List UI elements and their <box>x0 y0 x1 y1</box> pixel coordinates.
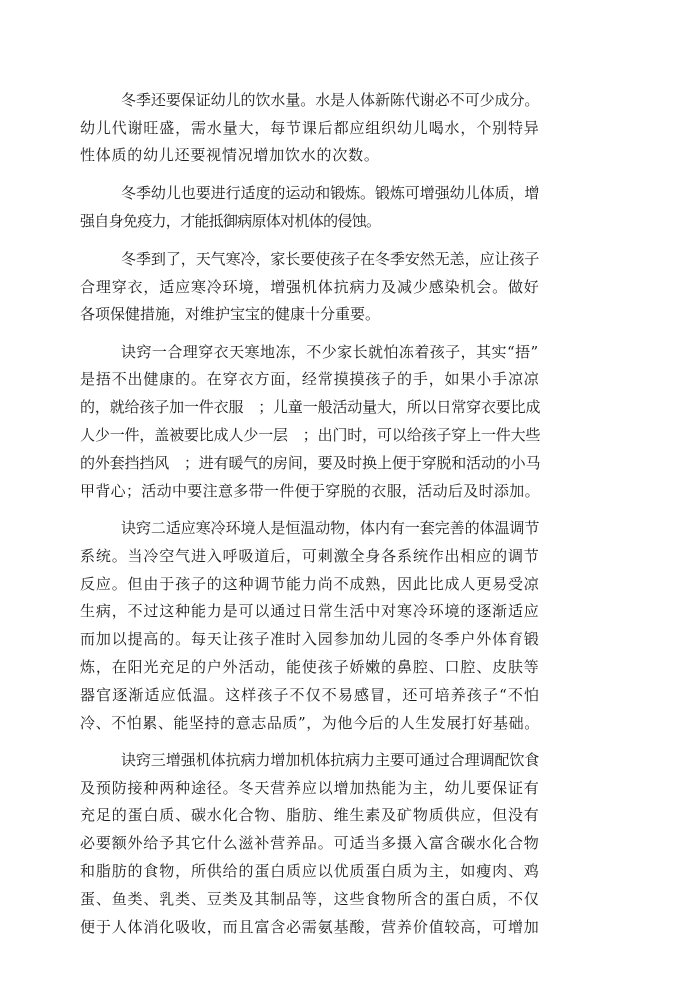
paragraph-line: 炼，在阳光充足的户外活动，能使孩子娇嫩的鼻腔、口腔、皮肤等 <box>80 658 540 676</box>
paragraph-line: 冬季幼儿也要进行适度的运动和锻炼。锻炼可增强幼儿体质，增 <box>121 184 540 202</box>
paragraph-line: 必要额外给予其它什么滋补营养品。可适当多摄入富含碳水化合物 <box>80 834 540 852</box>
paragraph-line: 冷、不怕累、能坚持的意志品质”，为他今后的人生发展打好基础。 <box>80 714 540 732</box>
paragraph-line: 的外套挡挡风 ；进有暖气的房间，要及时换上便于穿脱和活动的小马 <box>80 454 541 472</box>
paragraph-line: 各项保健措施，对维护宝宝的健康十分重要。 <box>80 305 381 323</box>
paragraph-line: 诀窍一合理穿衣天寒地冻，不少家长就怕冻着孩子，其实“捂” <box>121 343 539 361</box>
paragraph-line: 合理穿衣，适应寒冷环境，增强机体抗病力及减少感染机会。做好 <box>80 278 540 296</box>
paragraph-line: 充足的蛋白质、碳水化合物、脂肪、维生素及矿物质供应，但没有 <box>80 806 540 824</box>
paragraph-line: 幼儿代谢旺盛，需水量大，每节课后都应组织幼儿喝水，个别特异 <box>80 119 540 137</box>
paragraph-line: 冬季到了，天气寒冷，家长要使孩子在冬季安然无恙，应让孩子 <box>121 250 540 268</box>
paragraph-line: 强自身免疫力，才能抵御病原体对机体的侵蚀。 <box>80 212 381 230</box>
paragraph-line: 和脂肪的食物，所供给的蛋白质应以优质蛋白质为主，如瘦肉、鸡 <box>80 862 540 880</box>
paragraph-line: 而加以提高的。每天让孩子准时入园参加幼儿园的冬季户外体育锻 <box>80 630 540 648</box>
paragraph-line: 诀窍二适应寒冷环境人是恒温动物，体内有一套完善的体温调节 <box>121 519 540 537</box>
paragraph-line: 反应。但由于孩子的这种调节能力尚不成熟，因此比成人更易受凉 <box>80 575 540 593</box>
paragraph-line: 性体质的幼儿还要视情况增加饮水的次数。 <box>80 146 380 164</box>
paragraph-line: 是捂不出健康的。在穿衣方面，经常摸摸孩子的手，如果小手凉凉 <box>80 370 540 388</box>
paragraph-line: 诀窍三增强机体抗病力增加机体抗病力主要可通过合理调配饮食 <box>121 751 540 769</box>
paragraph-line: 便于人体消化吸收，而且富含必需氨基酸，营养价值较高，可增加 <box>80 918 540 936</box>
paragraph-line: 蛋、鱼类、乳类、豆类及其制品等，这些食物所含的蛋白质，不仅 <box>80 890 540 908</box>
paragraph-line: 冬季还要保证幼儿的饮水量。水是人体新陈代谢必不可少成分。 <box>121 91 540 109</box>
paragraph-line: 生病，不过这种能力是可以通过日常生活中对寒冷环境的逐渐适应 <box>80 602 540 620</box>
paragraph-line: 甲背心；活动中要注意多带一件便于穿脱的衣服，活动后及时添加。 <box>80 482 540 500</box>
paragraph-line: 及预防接种两种途径。冬天营养应以增加热能为主，幼儿要保证有 <box>80 779 540 797</box>
paragraph-line: 的，就给孩子加一件衣服 ；儿童一般活动量大，所以日常穿衣要比成 <box>80 398 541 416</box>
paragraph-line: 系统。当冷空气进入呼吸道后，可刺激全身各系统作出相应的调节 <box>80 547 540 565</box>
paragraph-line: 人少一件，盖被要比成人少一层 ；出门时，可以给孩子穿上一件大些 <box>80 426 541 444</box>
paragraph-line: 器官逐渐适应低温。这样孩子不仅不易感冒，还可培养孩子“不怕 <box>80 686 541 704</box>
